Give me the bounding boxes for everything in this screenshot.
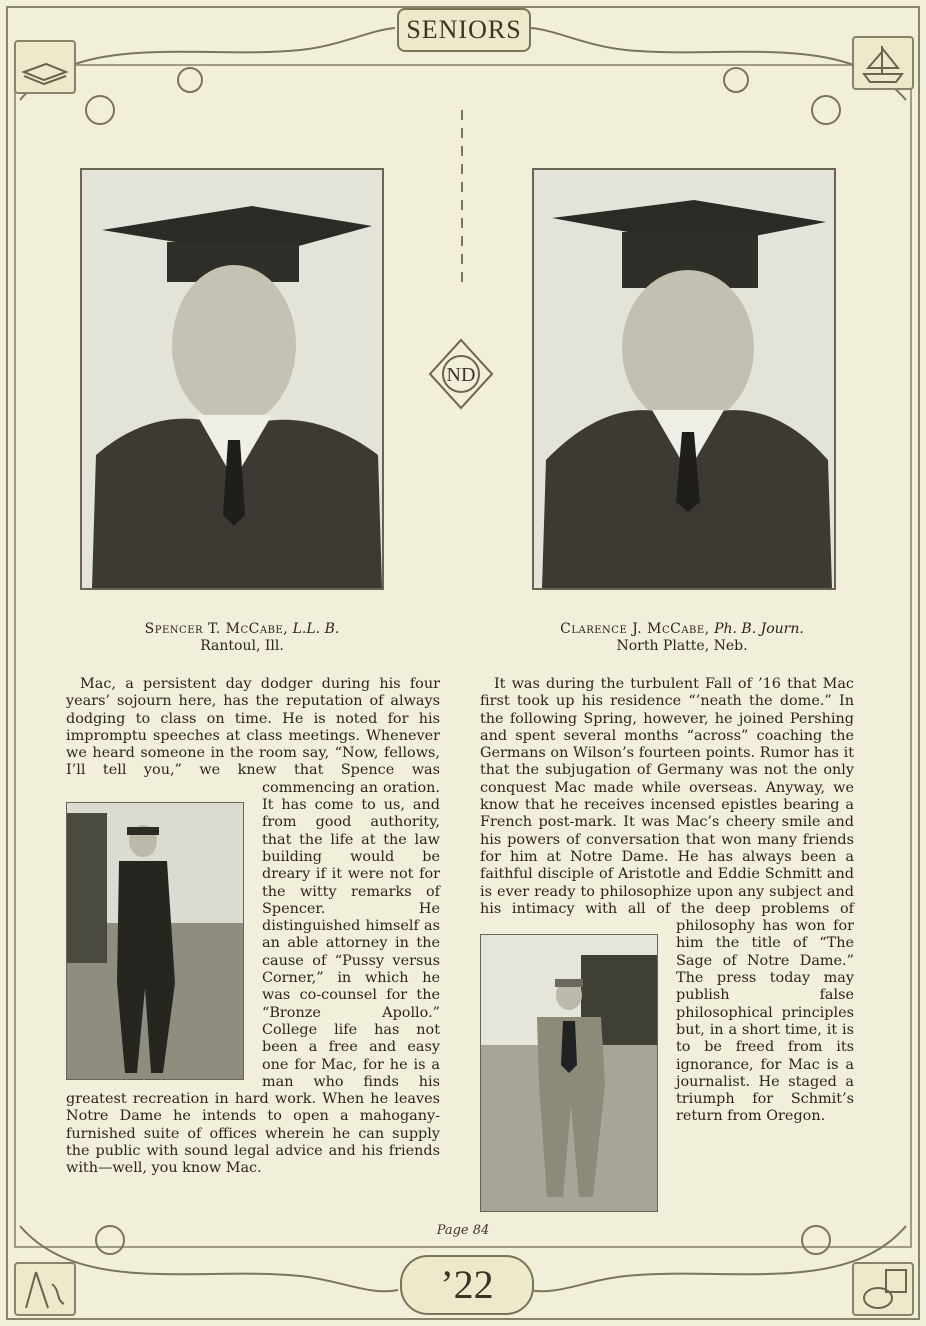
spencer-portrait (80, 168, 384, 590)
spencer-candid-photo (66, 802, 244, 1080)
spencer-bio: Mac, a persistent day dodger during his four years’ sojourn here, has the reputation of always dodging to class on time. He is noted for his impromptu speeches at class meetings. Whenever we heard someone in the room say, “Now, fellows, I’ll tell you,” we knew that Spence was commencing an oration. It has come to us, and from good authority, that the life at the law building would be dreary if it were not for the witty remarks of Spencer. He distinguished himself as an able attorney in the cause of “Pussy versus Corner,” in which he was co-counsel for the “Bronze Apollo.” College life has not been a free and easy one for Mac, for he is a man who finds his greatest recreation in hard work. When he leaves Notre Dame he intends to open a mahogany-furnished suite of offices wherein he can supply the public with sound legal advice and his friends with—well, you know Mac. (66, 676, 440, 1177)
crest-monogram: ND (446, 364, 476, 386)
jug-icon (852, 1262, 914, 1316)
clarence-name: Clarence J. McCabe, (560, 621, 710, 637)
seniors-banner: SENIORS (397, 8, 531, 52)
spencer-name: Spencer T. McCabe, (144, 621, 289, 637)
spencer-caption (80, 621, 404, 655)
nd-monogram-crest (428, 338, 494, 410)
ship-icon (852, 36, 914, 90)
clarence-bio-column (480, 676, 854, 1216)
spencer-hometown: Rantoul, Ill. (200, 638, 284, 654)
clarence-candid-photo (480, 934, 658, 1212)
clarence-bio: It was during the turbulent Fall of ’16 that Mac first took up his residence “’neath the dome.” In the following Spring, however, he joined Pershing and spent several months “across” coaching the Germans on Wilson’s fourteen points. Rumor has it that the subjugation of Germany was not the only conquest Mac made while overseas. Anyway, we know that he receives incensed epistles bearing a French post-mark. It was Mac’s cheery smile and his powers of conversation that won many friends for him at Notre Dame. He has always been a faithful disciple of Aristotle and Eddie Schmitt and is ever ready to philosophize upon any subject and his intimacy with all of the deep problems of philosophy has won for him the title of “The Sage of Notre Dame.” The press today may publish false philosophical principles but, in a short time, it is to be freed from its ignorance, for Mac is a journalist. He staged a triumph for Schmit’s return from Oregon. (480, 676, 854, 1125)
clarence-portrait (532, 168, 836, 590)
compass-icon (14, 1262, 76, 1316)
class-year-badge: ’22 (400, 1255, 534, 1315)
clarence-hometown: North Platte, Neb. (616, 638, 748, 654)
page-number: Page 84 (436, 1223, 490, 1238)
books-icon (14, 40, 76, 94)
spencer-bio-column (66, 676, 440, 1178)
clarence-caption (512, 621, 852, 655)
spencer-degree: L.L. B. (292, 621, 340, 637)
clarence-degree: Ph. B. Journ. (714, 621, 804, 637)
